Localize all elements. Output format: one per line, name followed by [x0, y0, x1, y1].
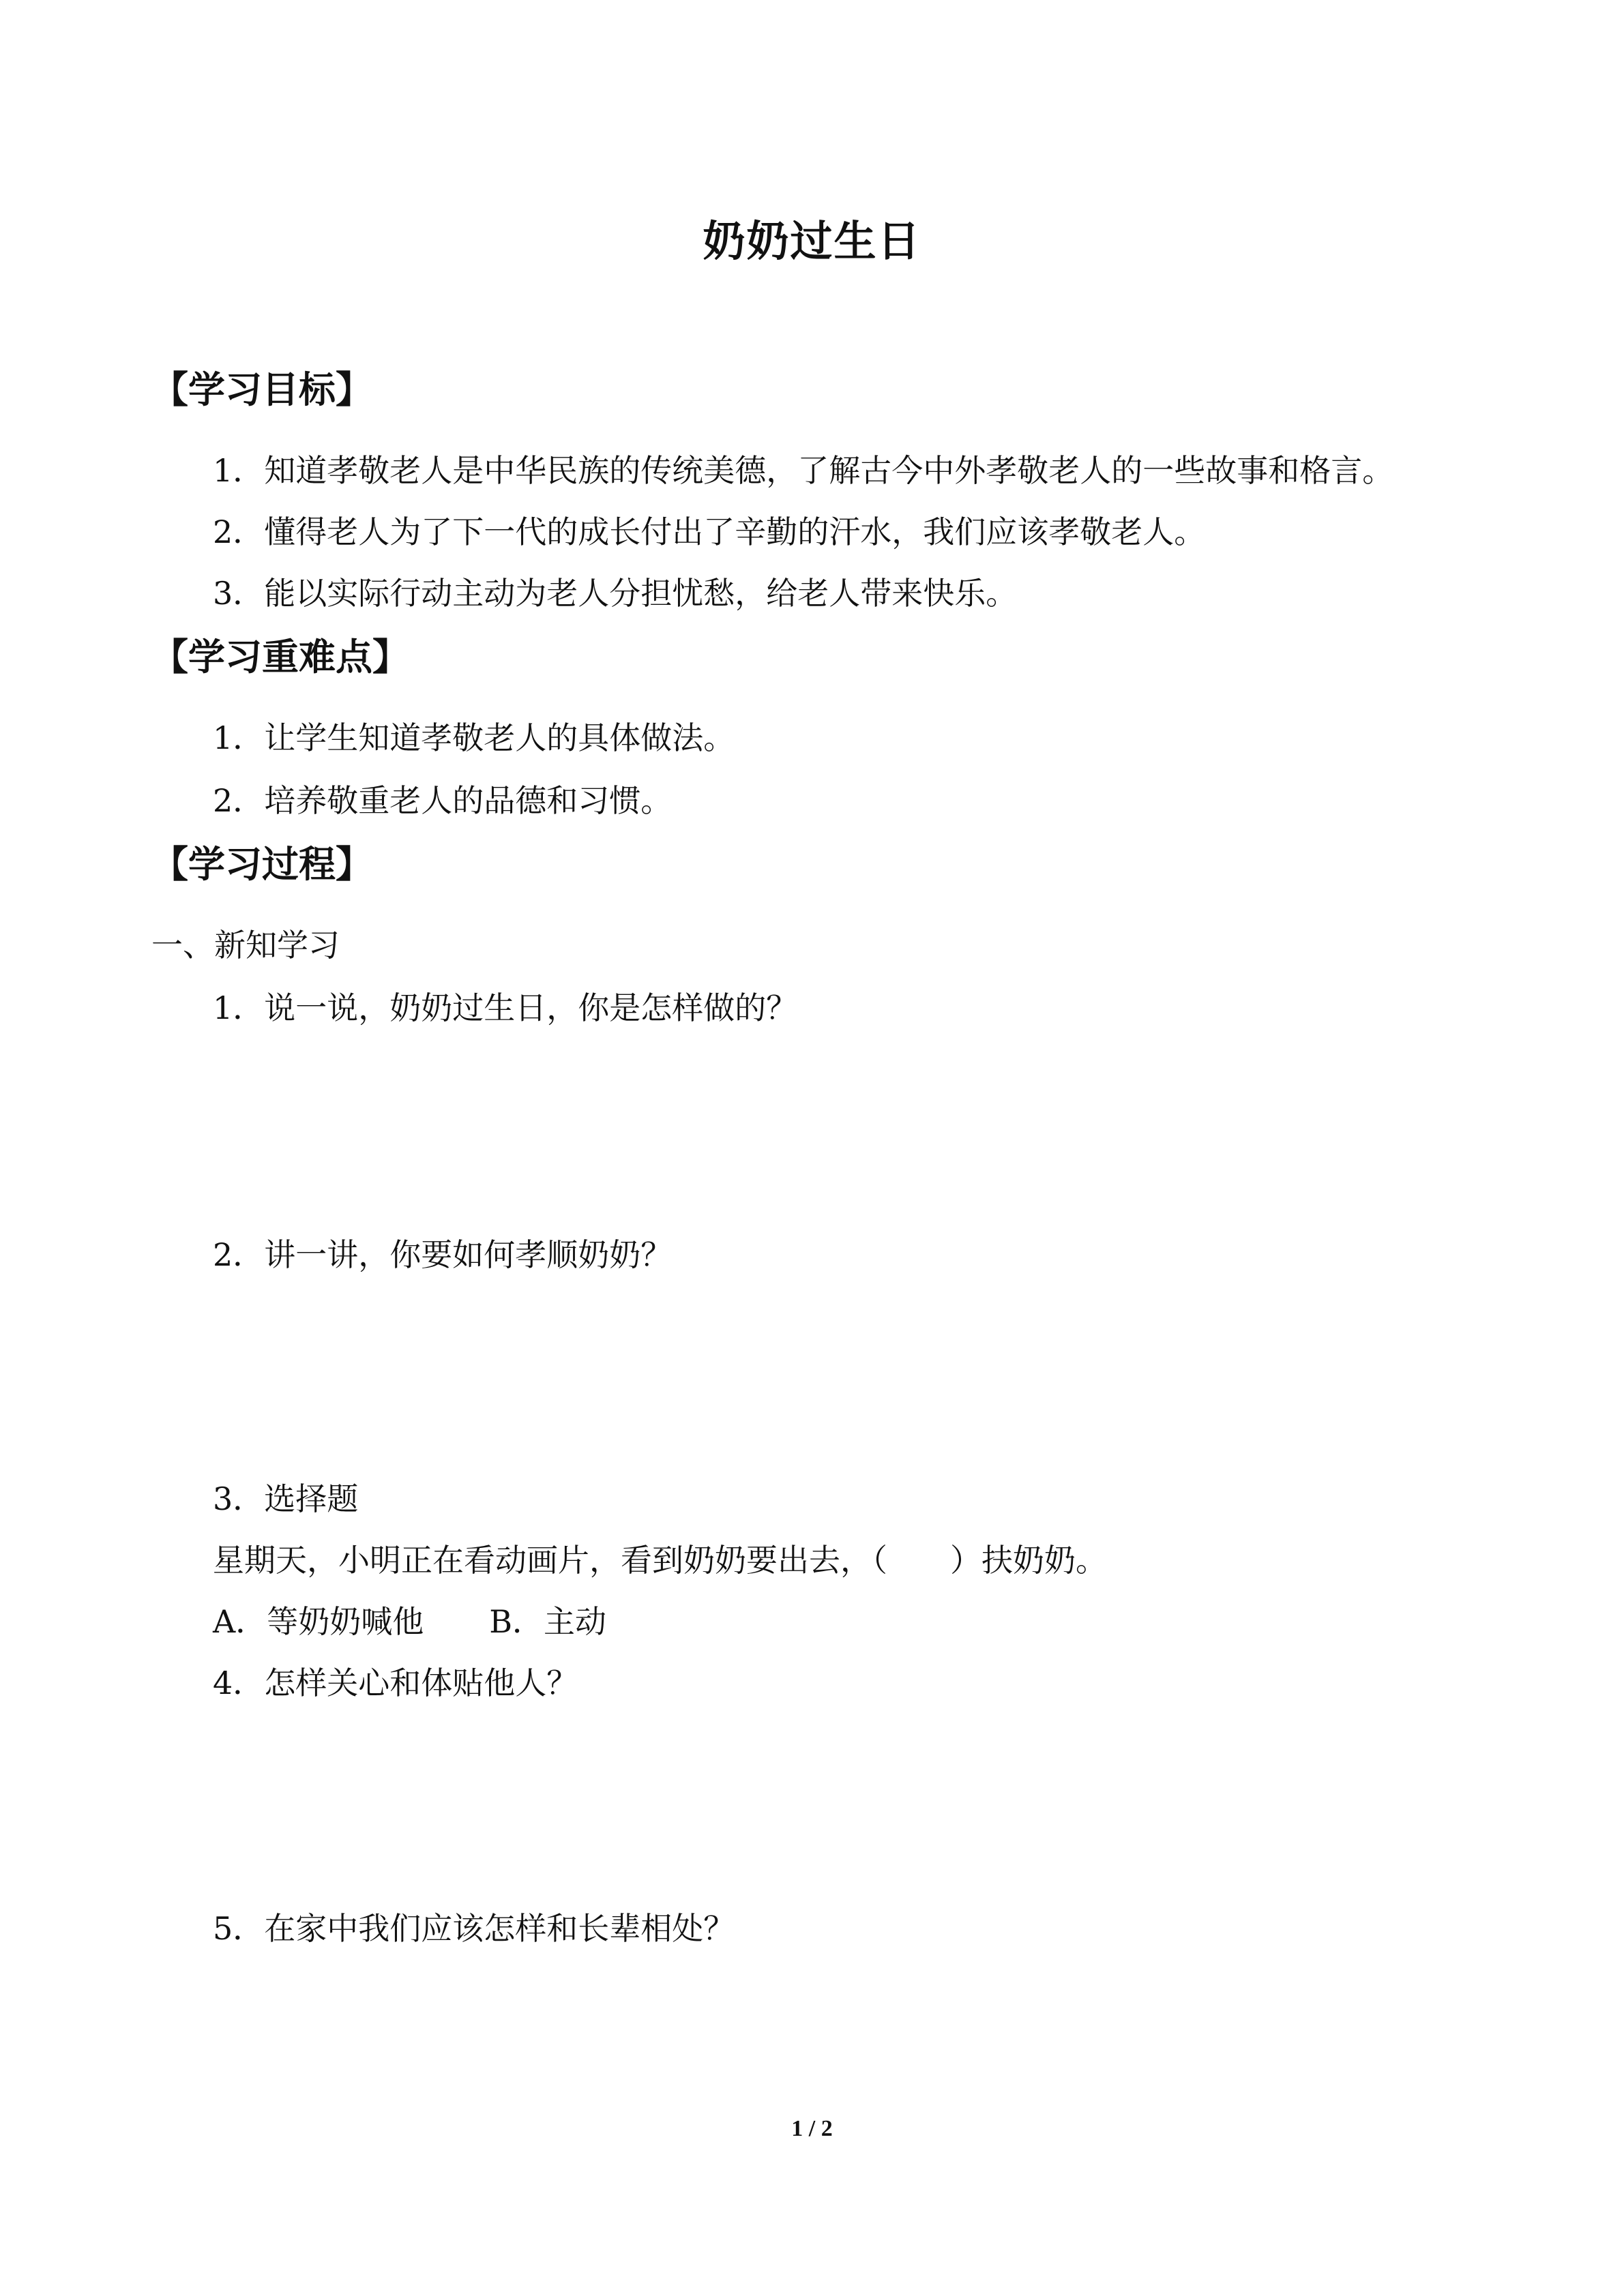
goal-item-1: 1．知道孝敬老人是中华民族的传统美德，了解古今中外孝敬老人的一些故事和格言。 [213, 452, 1394, 489]
key-points-heading: 【学习重难点】 [151, 636, 409, 679]
question-5: 5．在家中我们应该怎样和长辈相处？ [213, 1910, 735, 1947]
option-a: A．等奶奶喊他 [213, 1603, 424, 1640]
process-heading: 【学习过程】 [151, 843, 372, 886]
option-b: B．主动 [489, 1603, 607, 1640]
goal-item-2: 2．懂得老人为了下一代的成长付出了辛勤的汗水，我们应该孝敬老人。 [213, 513, 1206, 550]
new-knowledge-heading: 一、新知学习 [151, 927, 340, 964]
goals-heading: 【学习目标】 [151, 368, 372, 411]
question-3-label: 3．选择题 [213, 1480, 359, 1517]
page-number: 1 / 2 [791, 2116, 833, 2141]
question-3-options [213, 1600, 606, 1643]
question-4: 4．怎样关心和体贴他人？ [213, 1665, 578, 1701]
question-3-stem: 星期天，小明正在看动画片，看到奶奶要出去，（ ）扶奶奶。 [213, 1542, 1107, 1579]
goal-item-3: 3．能以实际行动主动为老人分担忧愁，给老人带来快乐。 [213, 575, 1018, 612]
question-1: 1．说一说，奶奶过生日，你是怎样做的？ [213, 989, 798, 1026]
key-point-item-2: 2．培养敬重老人的品德和习惯。 [213, 782, 673, 819]
page-title: 奶奶过生日 [703, 216, 921, 266]
key-point-item-1: 1．让学生知道孝敬老人的具体做法。 [213, 719, 735, 756]
question-2: 2．讲一讲，你要如何孝顺奶奶？ [213, 1236, 673, 1273]
